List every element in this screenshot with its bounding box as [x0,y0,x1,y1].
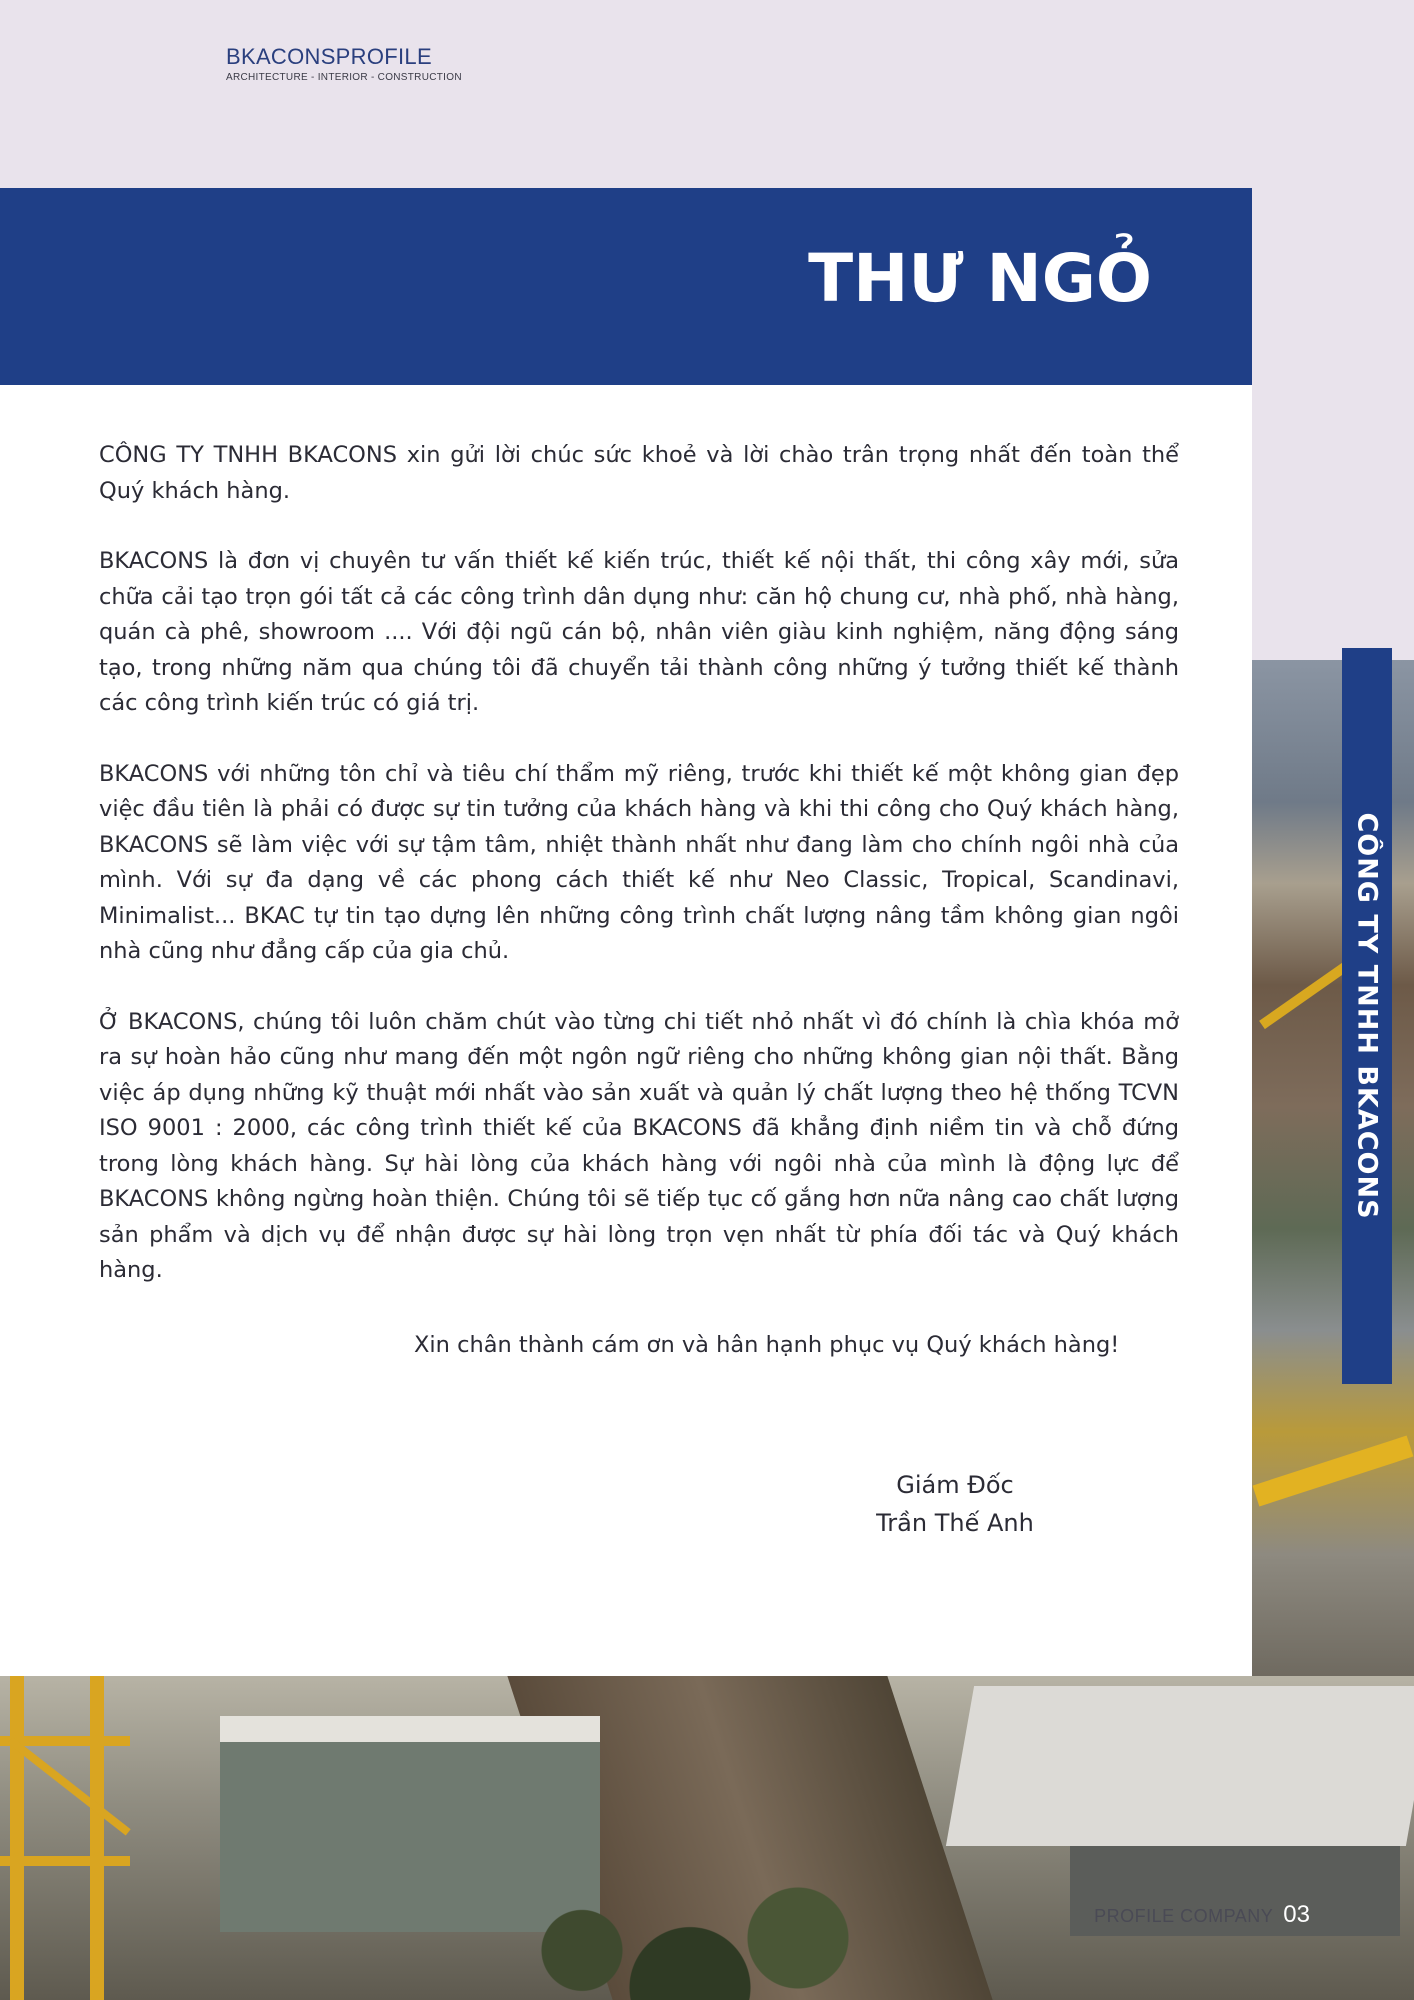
letter-paragraph: BKACONS với những tôn chỉ và tiêu chí thẩm mỹ riêng, trước khi thiết kế một không gian đẹp việc đầu tiên là phải có được sự tin tưởng của khách hàng và khi thi công cho Quý khách hàng, BKACONS sẽ làm việc với sự tậm tâm, nhiệt thành nhất như đang làm cho chính ngôi nhà của mình. Với sự đa dạng về các phong cách thiết kế như Neo Classic, Tropical, Scandinavi, Minimalist... BKAC tự tin tạo dựng lên những công trình chất lượng nâng tầm không gian ngôi nhà cũng như đẳng cấp của gia chủ. [99,760,1179,964]
side-label-text: CÔNG TY TNHH BKACONS [1351,812,1383,1220]
title-band [0,188,1252,385]
letter-closing: Xin chân thành cám ơn và hân hạnh phục vụ Quý khách hàng! [414,1332,1120,1358]
page-number: 03 [1283,1901,1310,1928]
signature-title: Giám Đốc [896,1471,1014,1499]
photo-crane [0,1676,210,2000]
brand-title: BKACONSPROFILE [226,44,432,69]
footer-label: PROFILE COMPANY [1094,1906,1274,1926]
signature-block [810,1466,1100,1542]
page-footer [1094,1901,1310,1929]
brand-logo [226,44,462,83]
letter-paragraph: Ở BKACONS, chúng tôi luôn chăm chút vào từng chi tiết nhỏ nhất vì đó chính là chìa khóa mở ra sự hoàn hảo cũng như mang đến một ngôn ngữ riêng cho những không gian nội thất. Bằng việc áp dụng những kỹ thuật mới nhất vào sản xuất và quản lý chất lượng theo hệ thống TCVN ISO 9001 : 2000, các công trình thiết kế của BKACONS đã khẳng định niềm tin và chỗ đứng trong lòng khách hàng. Sự hài lòng của khách hàng với ngôi nhà của mình là động lực để BKACONS không ngừng hoàn thiện. Chúng tôi sẽ tiếp tục cố gắng hơn nữa nâng cao chất lượng sản phẩm và dịch vụ để nhận được sự hài lòng trọn vẹn nhất từ phía đối tác và Quý khách hàng. [99,1008,1179,1283]
side-label-bar [1342,648,1392,1384]
crane-beam-graphic [1253,1436,1414,1507]
brand-subtitle: ARCHITECTURE - INTERIOR - CONSTRUCTION [226,72,462,83]
photo-trees [420,1876,960,2000]
page-title: THƯ NGỎ [808,240,1152,317]
letter-paragraph: CÔNG TY TNHH BKACONS xin gửi lời chúc sức khoẻ và lời chào trân trọng nhất đến toàn thể Quý khách hàng. [99,442,1179,504]
signature-name: Trần Thế Anh [876,1509,1034,1537]
bottom-photo-image [0,1676,1414,2000]
photo-building-right-roof [946,1686,1414,1846]
letter-body [99,438,1179,1324]
letter-paragraph: BKACONS là đơn vị chuyên tư vấn thiết kế kiến trúc, thiết kế nội thất, thi công xây mới, sửa chữa cải tạo trọn gói tất cả các công trình dân dụng như: căn hộ chung cư, nhà phố, nhà hàng, quán cà phê, showroom .... Với đội ngũ cán bộ, nhân viên giàu kinh nghiệm, năng động sáng tạo, trong những năm qua chúng tôi đã chuyển tải thành công những ý tưởng thiết kế thành các công trình kiến trúc có giá trị. [99,548,1179,716]
